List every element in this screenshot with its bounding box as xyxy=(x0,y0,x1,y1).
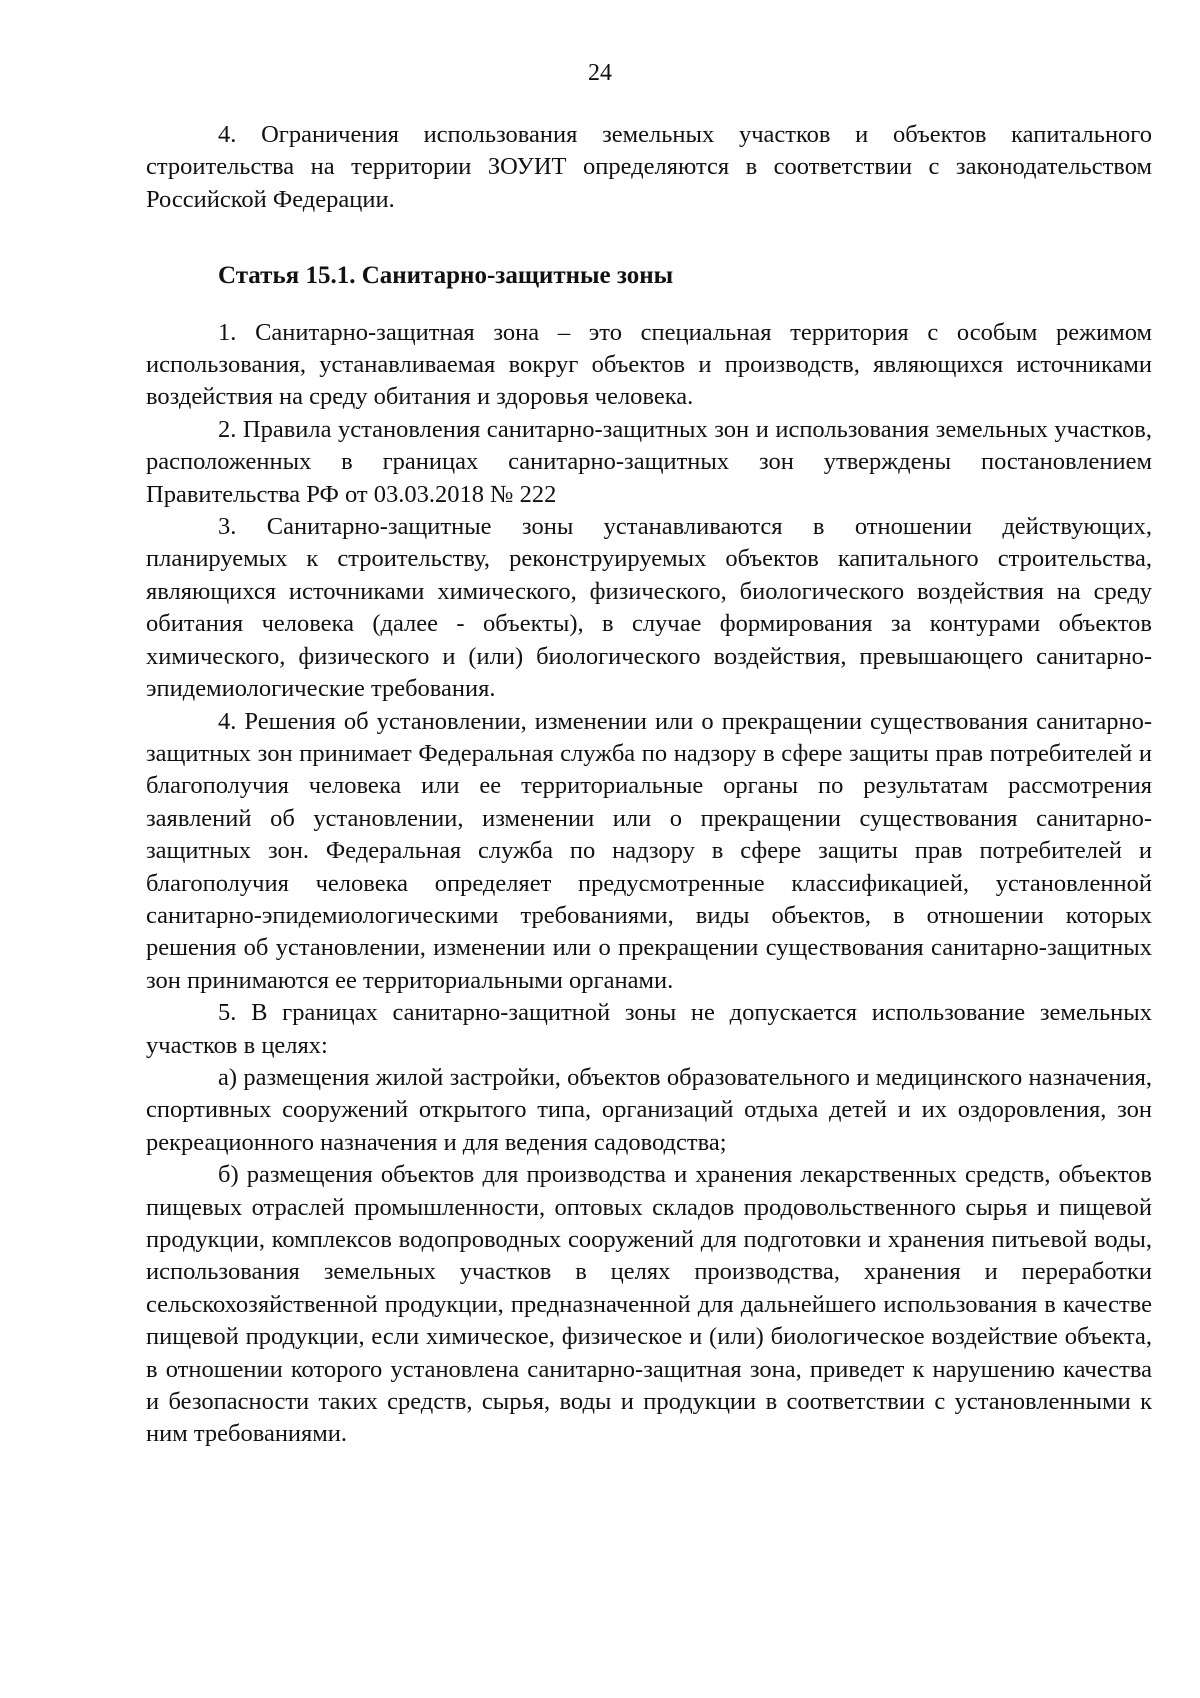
spacer xyxy=(146,293,1152,317)
document-body xyxy=(146,119,1152,1451)
paragraph-1: 1. Санитарно-защитная зона – это специальная территория с особым режимом использования, устанавливаемая вокруг объектов и производств, являющихся источниками воздействия на среду обитания и здоровья человека. xyxy=(146,318,1152,411)
intro-paragraph: 4. Ограничения использования земельных участков и объектов капитального строительства на территории ЗОУИТ определяются в соответствии с законодательством Российской Федерации. xyxy=(146,121,1152,213)
page-number: 24 xyxy=(588,60,612,86)
article-heading: Статья 15.1. Санитарно-защитные зоны xyxy=(218,262,674,290)
paragraph-2: 2. Правила установления санитарно-защитных зон и использования земельных участков, расположенных в границах санитарно-защитных зон утверждены постановлением Правительства РФ от 03.03.2018 № 222 xyxy=(146,415,1152,508)
paragraph-5: 5. В границах санитарно-защитной зоны не допускается использование земельных участков в целях: xyxy=(146,999,1152,1059)
paragraph-5b: б) размещения объектов для производства и хранения лекарственных средств, объектов пищевых отраслей промышленности, оптовых складов продовольственного сырья и пищевой продукции, комплексов водопроводных сооружений для подготовки и хранения питьевой воды, использования земельных участков в целях производства, хранения и переработки сельскохозяйственной продукции, предназначенной для дальнейшего использования в качестве пищевой продукции, если химическое, физическое и (или) биологическое воздействие объекта, в отношении которого установлена санитарно-защитная зона, приведет к нарушению качества и безопасности таких средств, сырья, воды и продукции в соответствии с установленными к ним требованиями. xyxy=(146,1161,1152,1448)
paragraph-3: 3. Санитарно-защитные зоны устанавливаются в отношении действующих, планируемых к строительству, реконструируемых объектов капитального строительства, являющихся источниками химического, физического, биологического воздействия на среду обитания человека (далее - объекты), в случае формирования за контурами объектов химического, физического и (или) биологического воздействия, превышающего санитарно-эпидемиологические требования. xyxy=(146,513,1152,703)
paragraph-5a: а) размещения жилой застройки, объектов образовательного и медицинского назначения, спортивных сооружений открытого типа, организаций отдыха детей и их оздоровления, зон рекреационного назначения и для ведения садоводства; xyxy=(146,1063,1152,1156)
paragraph-4: 4. Решения об установлении, изменении или о прекращении существования санитарно-защитных зон принимает Федеральная служба по надзору в сфере защиты прав потребителей и благополучия человека или ее территориальные органы по результатам рассмотрения заявлений об установлении, изменении или о прекращении существования санитарно-защитных зон. Федеральная служба по надзору в сфере защиты прав потребителей и благополучия человека определяет предусмотренные классификацией, установленной санитарно-эпидемиологическими требованиями, виды объектов, в отношении которых решения об установлении, изменении или о прекращении существования санитарно-защитных зон принимаются ее территориальными органами. xyxy=(146,707,1152,994)
spacer xyxy=(146,216,1152,260)
